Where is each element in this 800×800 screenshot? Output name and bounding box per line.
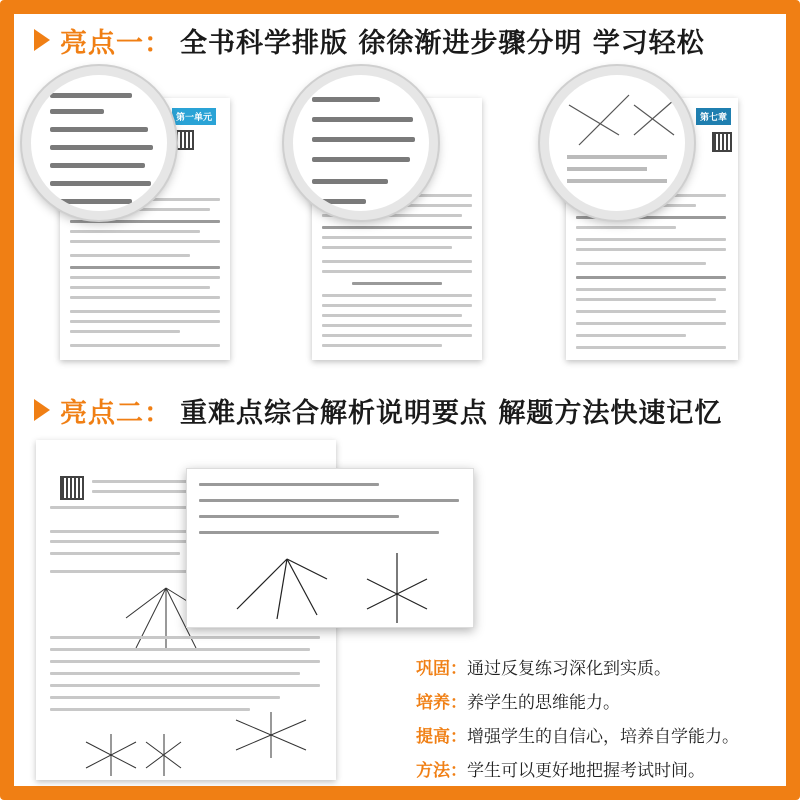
qr-code-icon bbox=[174, 130, 194, 150]
highlight-1-heading bbox=[34, 16, 705, 64]
magnifier-lens-3 bbox=[540, 66, 694, 220]
highlight-1-text: 全书科学排版 徐徐渐进步骤分明 学习轻松 bbox=[180, 27, 705, 59]
highlight-2-text: 重难点综合解析说明要点 解题方法快速记忆 bbox=[180, 397, 723, 429]
triangle-icon bbox=[34, 399, 50, 421]
highlight-2-label: 亮点二： bbox=[60, 397, 172, 429]
magnifier-lens-1 bbox=[22, 66, 176, 220]
chapter-number: 第七章 bbox=[696, 108, 731, 125]
qr-code-icon bbox=[712, 132, 732, 152]
highlight-2-heading bbox=[34, 386, 722, 434]
triangle-icon bbox=[34, 29, 50, 51]
unit-tab: 第一单元 bbox=[172, 108, 216, 125]
magnifier-lens-2 bbox=[284, 66, 438, 220]
qr-code-icon bbox=[60, 476, 84, 500]
highlight-1-label: 亮点一： bbox=[60, 27, 172, 59]
feature-item: 方法： 学生可以更好地把握考试时间。 bbox=[416, 761, 705, 781]
feature-item: 提高： 增强学生的自信心，培养自学能力。 bbox=[416, 727, 739, 747]
feature-item: 培养： 养学生的思维能力。 bbox=[416, 693, 620, 713]
feature-item: 巩固： 通过反复练习深化到实质。 bbox=[416, 659, 671, 679]
zoomed-excerpt bbox=[186, 468, 474, 628]
